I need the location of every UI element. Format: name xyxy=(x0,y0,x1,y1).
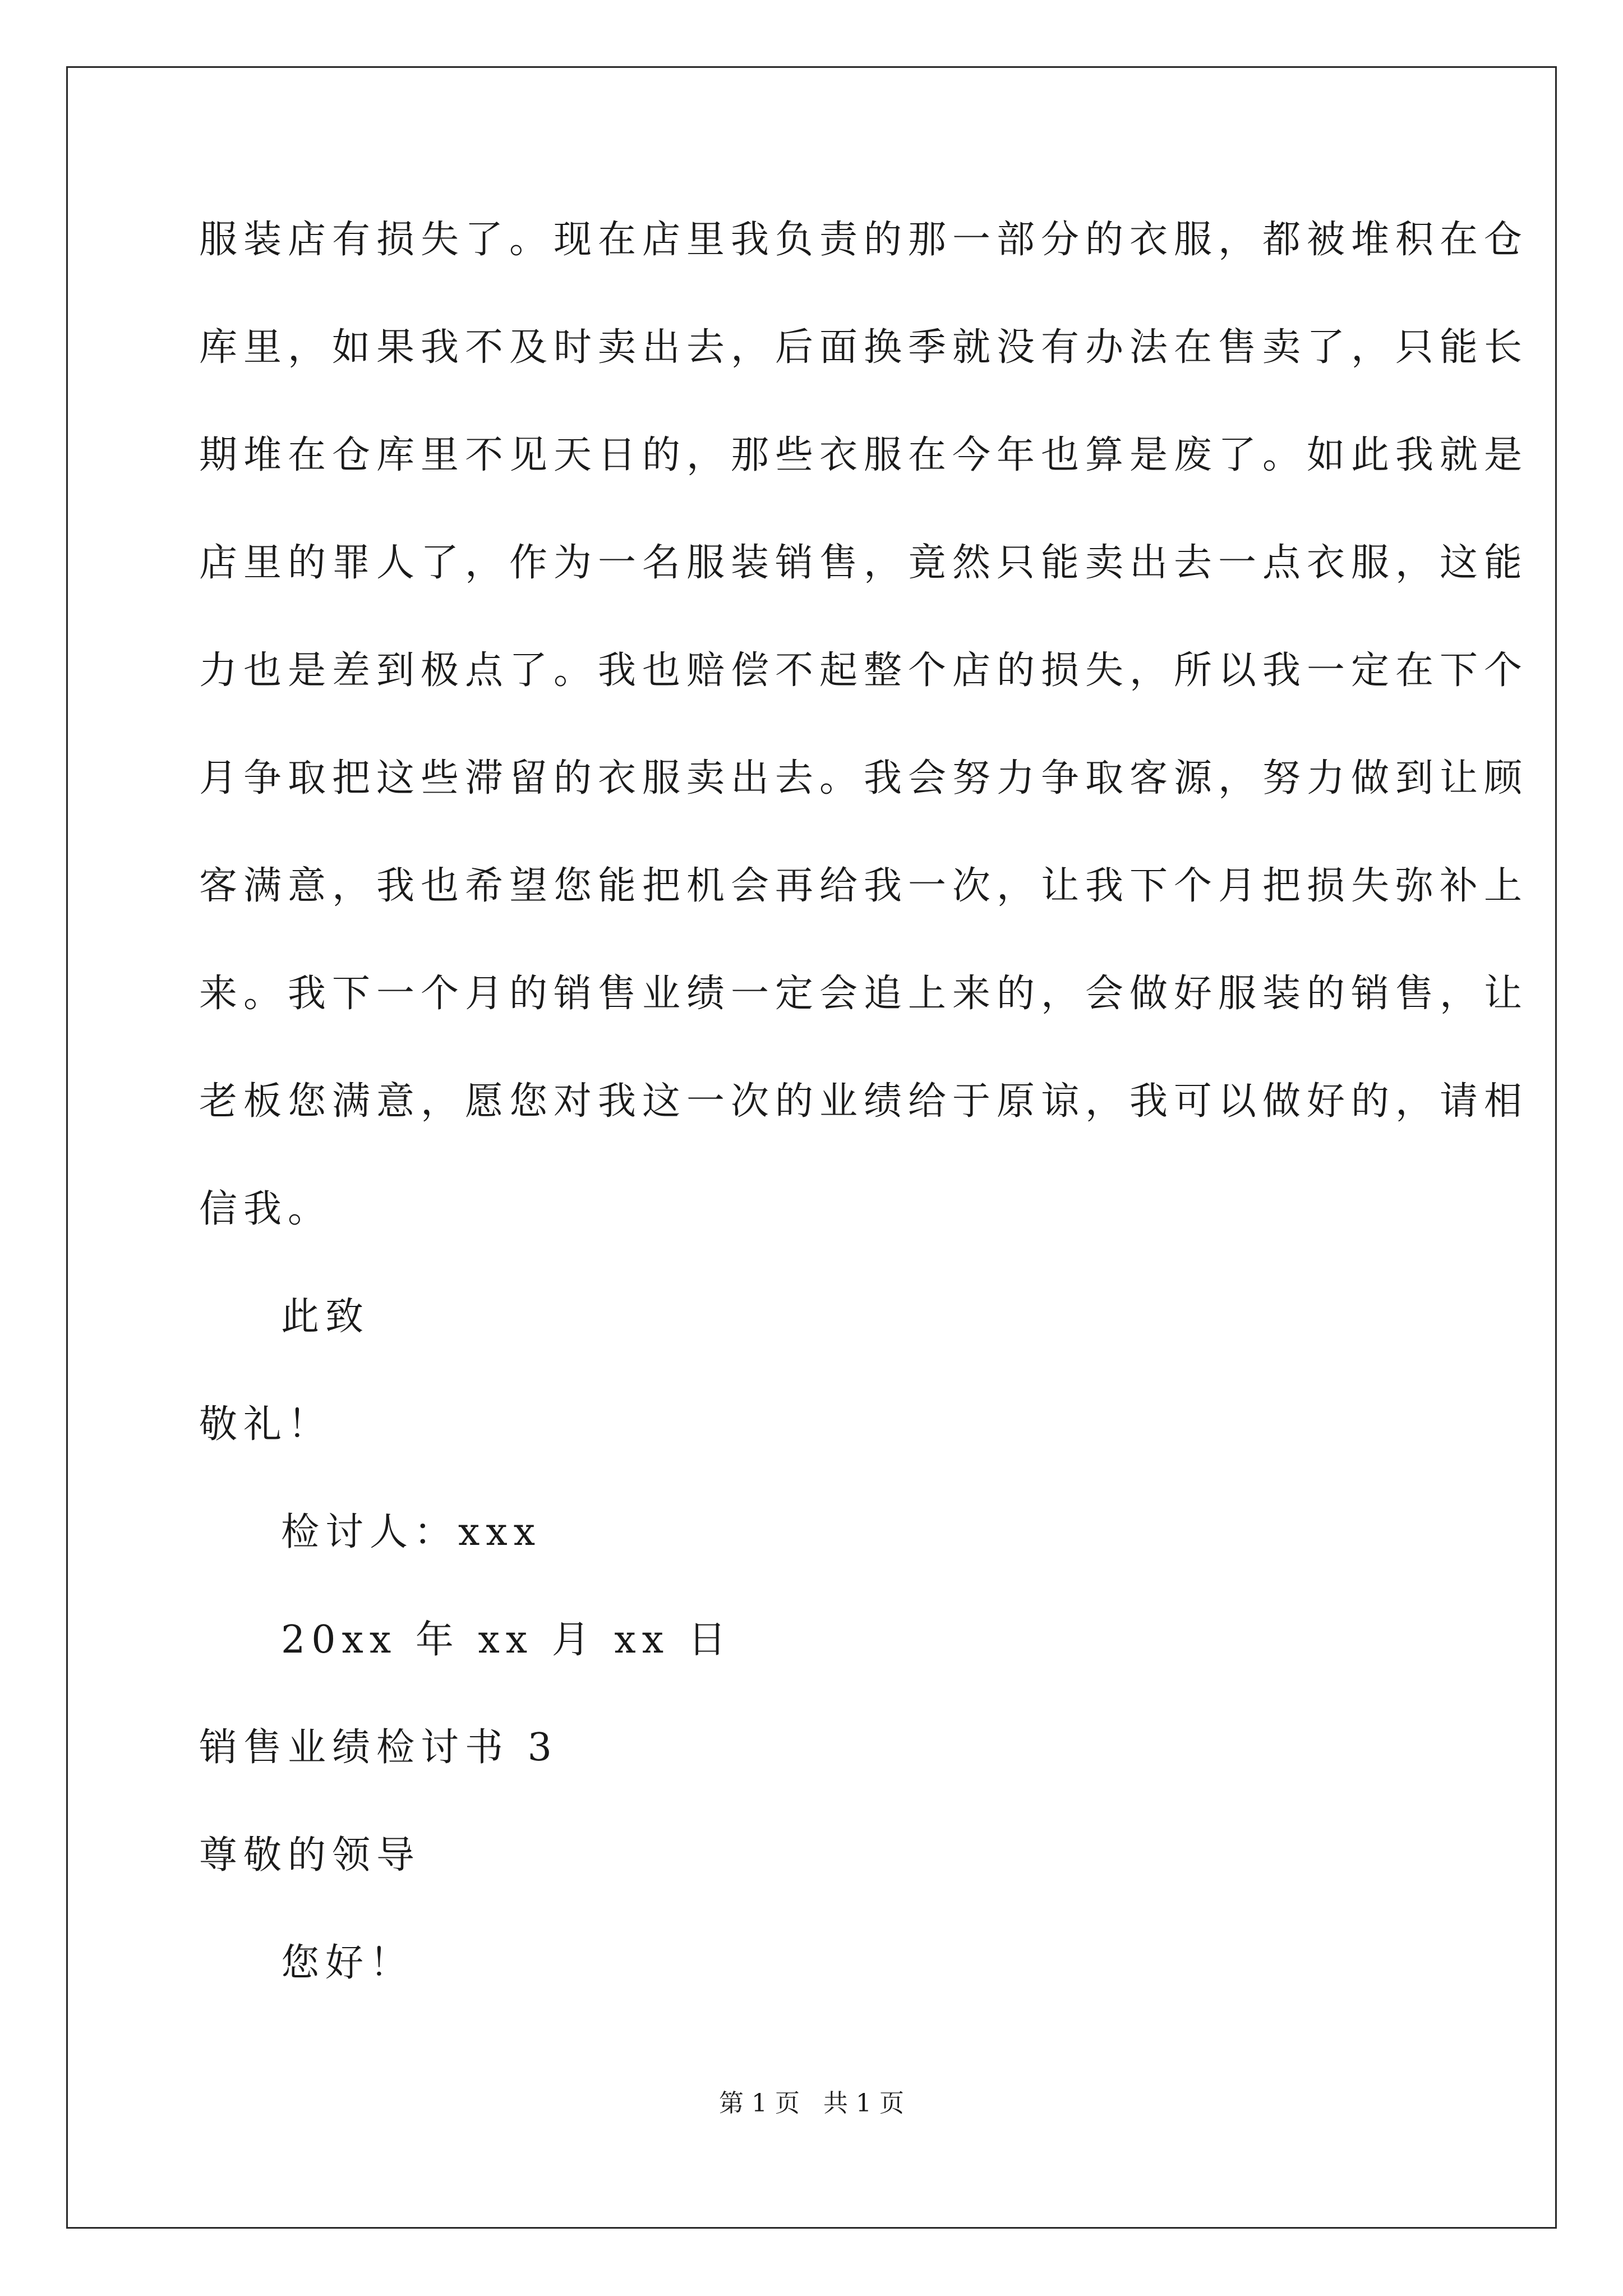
signature: 检讨人：xxx xyxy=(281,1510,542,1554)
salutation: 尊敬的领导 xyxy=(199,1833,421,1878)
paragraph-line: 服装店有损失了。现在店里我负责的那一部分的衣服，都被堆积在仓 xyxy=(199,218,1529,262)
section-title: 销售业绩检讨书 3 xyxy=(199,1726,558,1770)
document-body xyxy=(199,213,1529,2044)
closing-line: 此致 xyxy=(281,1295,370,1339)
closing-salute: 敬礼！ xyxy=(199,1402,333,1447)
greeting: 您好！ xyxy=(281,1941,414,1985)
paragraph-line: 客满意，我也希望您能把机会再给我一次，让我下个月把损失弥补上 xyxy=(199,864,1529,908)
paragraph-line: 库里，如果我不及时卖出去，后面换季就没有办法在售卖了，只能长 xyxy=(199,325,1529,370)
paragraph-line: 力也是差到极点了。我也赔偿不起整个店的损失，所以我一定在下个 xyxy=(199,648,1529,693)
page-footer xyxy=(0,2087,1623,2120)
paragraph-line: 信我。 xyxy=(199,1187,333,1231)
paragraph-line: 来。我下一个月的销售业绩一定会追上来的，会做好服装的销售，让 xyxy=(199,972,1529,1016)
paragraph-line: 店里的罪人了，作为一名服装销售，竟然只能卖出去一点衣服，这能 xyxy=(199,541,1529,585)
paragraph-line: 月争取把这些滞留的衣服卖出去。我会努力争取客源，努力做到让顾 xyxy=(199,756,1529,800)
paragraph-line: 期堆在仓库里不见天日的，那些衣服在今年也算是废了。如此我就是 xyxy=(199,433,1529,477)
date: 20xx 年 xx 月 xx 日 xyxy=(281,1618,732,1662)
page-number: 第 1 页 共 1 页 xyxy=(719,2089,904,2118)
paragraph-line: 老板您满意，愿您对我这一次的业绩给于原谅，我可以做好的，请相 xyxy=(199,1079,1529,1124)
